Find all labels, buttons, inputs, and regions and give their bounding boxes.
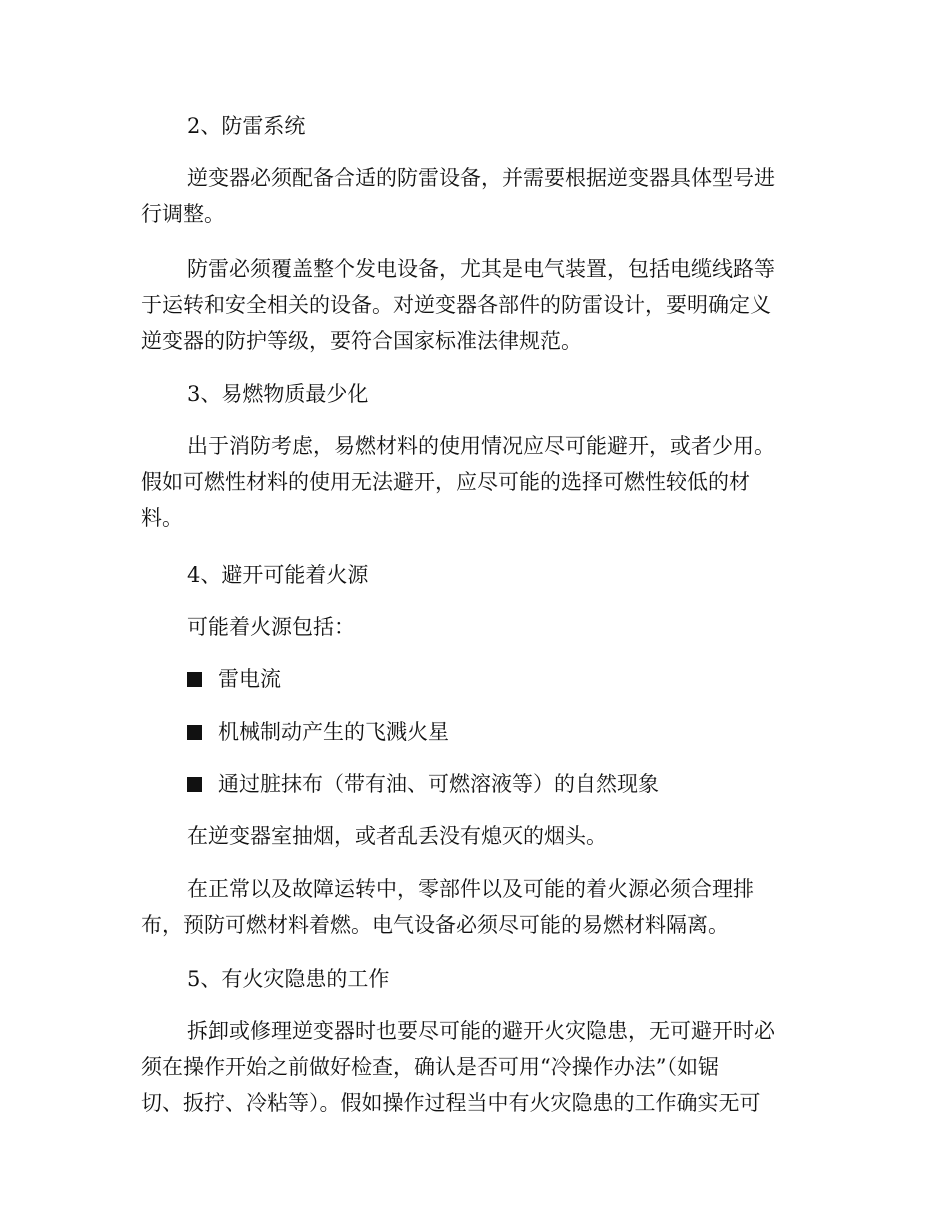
paragraph-line: 逆变器的防护等级，要符合国家标准法律规范。 <box>141 329 582 353</box>
paragraph-line: 防雷必须覆盖整个发电设备，尤其是电气装置，包括电缆线路等 <box>187 257 775 281</box>
list-item-label: 机械制动产生的飞溅火星 <box>218 720 449 744</box>
list-item <box>187 662 281 697</box>
square-bullet-icon <box>187 777 202 792</box>
paragraph-line: 于运转和安全相关的设备。对逆变器各部件的防雷设计，要明确定义 <box>141 293 771 317</box>
paragraph-line: 在正常以及故障运转中，零部件以及可能的着火源必须合理排 <box>187 877 754 901</box>
paragraph-line: 料。 <box>141 506 183 530</box>
square-bullet-icon <box>187 672 202 687</box>
section-heading-fire-hazard-work: 5、有火灾隐患的工作 <box>187 967 390 991</box>
paragraph-line: 逆变器必须配备合适的防雷设备，并需要根据逆变器具体型号进 <box>187 166 775 190</box>
paragraph-line: 假如可燃性材料的使用无法避开，应尽可能的选择可燃性较低的材 <box>141 470 750 494</box>
list-item-label: 通过脏抹布（带有油、可燃溶液等）的自然现象 <box>218 772 659 796</box>
list-item <box>187 767 659 802</box>
paragraph-line: 出于消防考虑，易燃材料的使用情况应尽可能避开，或者少用。 <box>187 434 775 458</box>
section-heading-ignition: 4、避开可能着火源 <box>187 563 369 587</box>
paragraph-line: 切、扳拧、冷粘等）。假如操作过程当中有火灾隐患的工作确实无可 <box>141 1091 761 1115</box>
square-bullet-icon <box>187 725 202 740</box>
section-heading-lightning: 2、防雷系统 <box>187 114 306 138</box>
paragraph-line: 可能着火源包括： <box>187 615 355 639</box>
paragraph-line: 布，预防可燃材料着燃。电气设备必须尽可能的易燃材料隔离。 <box>141 913 729 937</box>
list-item <box>187 715 449 750</box>
paragraph-line: 拆卸或修理逆变器时也要尽可能的避开火灾隐患，无可避开时必 <box>187 1019 775 1043</box>
paragraph-line: 行调整。 <box>141 202 225 226</box>
paragraph-line: 在逆变器室抽烟，或者乱丢没有熄灭的烟头。 <box>187 824 607 848</box>
list-item-label: 雷电流 <box>218 667 281 691</box>
section-heading-flammables: 3、易燃物质最少化 <box>187 382 369 406</box>
paragraph-line: 须在操作开始之前做好检查，确认是否可用“冷操作办法”（如锯 <box>141 1055 719 1079</box>
